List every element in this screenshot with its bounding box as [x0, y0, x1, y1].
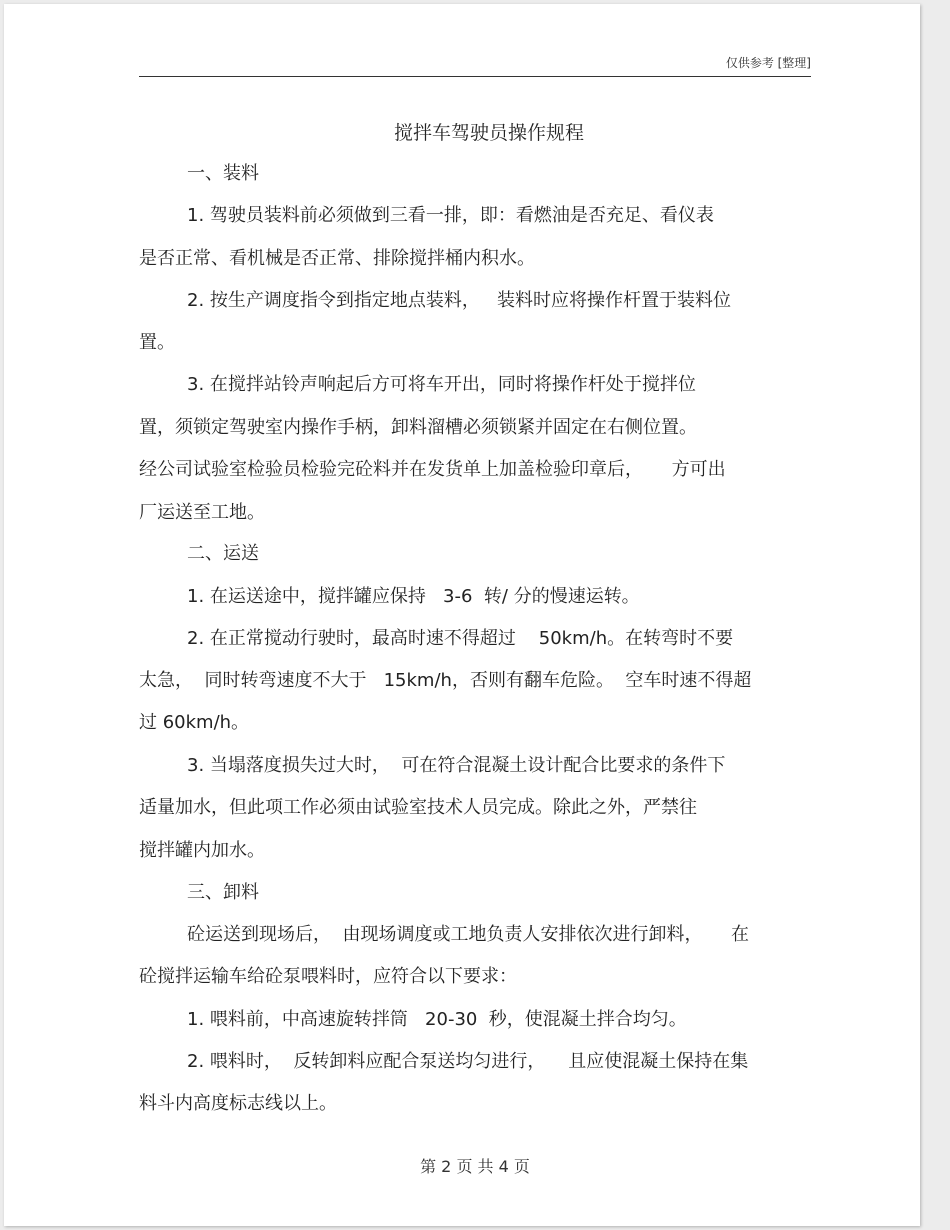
paragraph-line: 砼运送到现场后， 由现场调度或工地负责人安排依次进行卸料， 在 — [187, 924, 750, 945]
paragraph-line: 置，须锁定驾驶室内操作手柄，卸料溜槽必须锁紧并固定在右侧位置。 — [139, 417, 697, 438]
document-title: 搅拌车驾驶员操作规程 — [393, 122, 584, 144]
paragraph-line: 过 60km/h。 — [139, 712, 250, 733]
paragraph-line: 置。 — [139, 332, 175, 353]
paragraph-line: 料斗内高度标志线以上。 — [139, 1093, 337, 1114]
paragraph-line: 1. 驾驶员装料前必须做到三看一排，即：看燃油是否充足、看仪表 — [187, 205, 714, 226]
section-heading-transport: 二、运送 — [187, 543, 259, 564]
paragraph-line: 1. 在运送途中，搅拌罐应保持 3-6 转/ 分的慢速运转。 — [187, 586, 640, 607]
page-footer: 第 2 页 共 4 页 — [420, 1157, 530, 1176]
paragraph-line: 搅拌罐内加水。 — [139, 840, 265, 861]
paragraph-line: 经公司试验室检验员检验完砼料并在发货单上加盖检验印章后， 方可出 — [139, 459, 726, 480]
paragraph-line: 2. 按生产调度指令到指定地点装料， 装料时应将操作杆置于装料位 — [187, 290, 732, 311]
header-divider — [139, 76, 811, 77]
page-header: 仅供参考 [整理] — [725, 56, 811, 70]
paragraph-line: 厂运送至工地。 — [139, 502, 265, 523]
paragraph-line: 适量加水，但此项工作必须由试验室技术人员完成。除此之外，严禁往 — [139, 797, 697, 818]
paragraph-line: 砼搅拌运输车给砼泵喂料时，应符合以下要求： — [139, 966, 517, 987]
paragraph-line: 太急， 同时转弯速度不大于 15km/h，否则有翻车危险。 空车时速不得超 — [139, 670, 752, 691]
document-page — [4, 4, 920, 1226]
section-heading-unloading: 三、卸料 — [187, 882, 259, 903]
paragraph-line: 2. 在正常搅动行驶时，最高时速不得超过 50km/h。在转弯时不要 — [187, 628, 734, 649]
paragraph-line: 3. 当塌落度损失过大时， 可在符合混凝土设计配合比要求的条件下 — [187, 755, 726, 776]
paragraph-line: 是否正常、看机械是否正常、排除搅拌桶内积水。 — [139, 248, 535, 269]
paragraph-line: 2. 喂料时， 反转卸料应配合泵送均匀进行， 且应使混凝土保持在集 — [187, 1051, 749, 1072]
section-heading-loading: 一、装料 — [187, 163, 259, 184]
paragraph-line: 1. 喂料前，中高速旋转拌筒 20-30 秒，使混凝土拌合均匀。 — [187, 1009, 687, 1030]
paragraph-line: 3. 在搅拌站铃声响起后方可将车开出，同时将操作杆处于搅拌位 — [187, 374, 696, 395]
